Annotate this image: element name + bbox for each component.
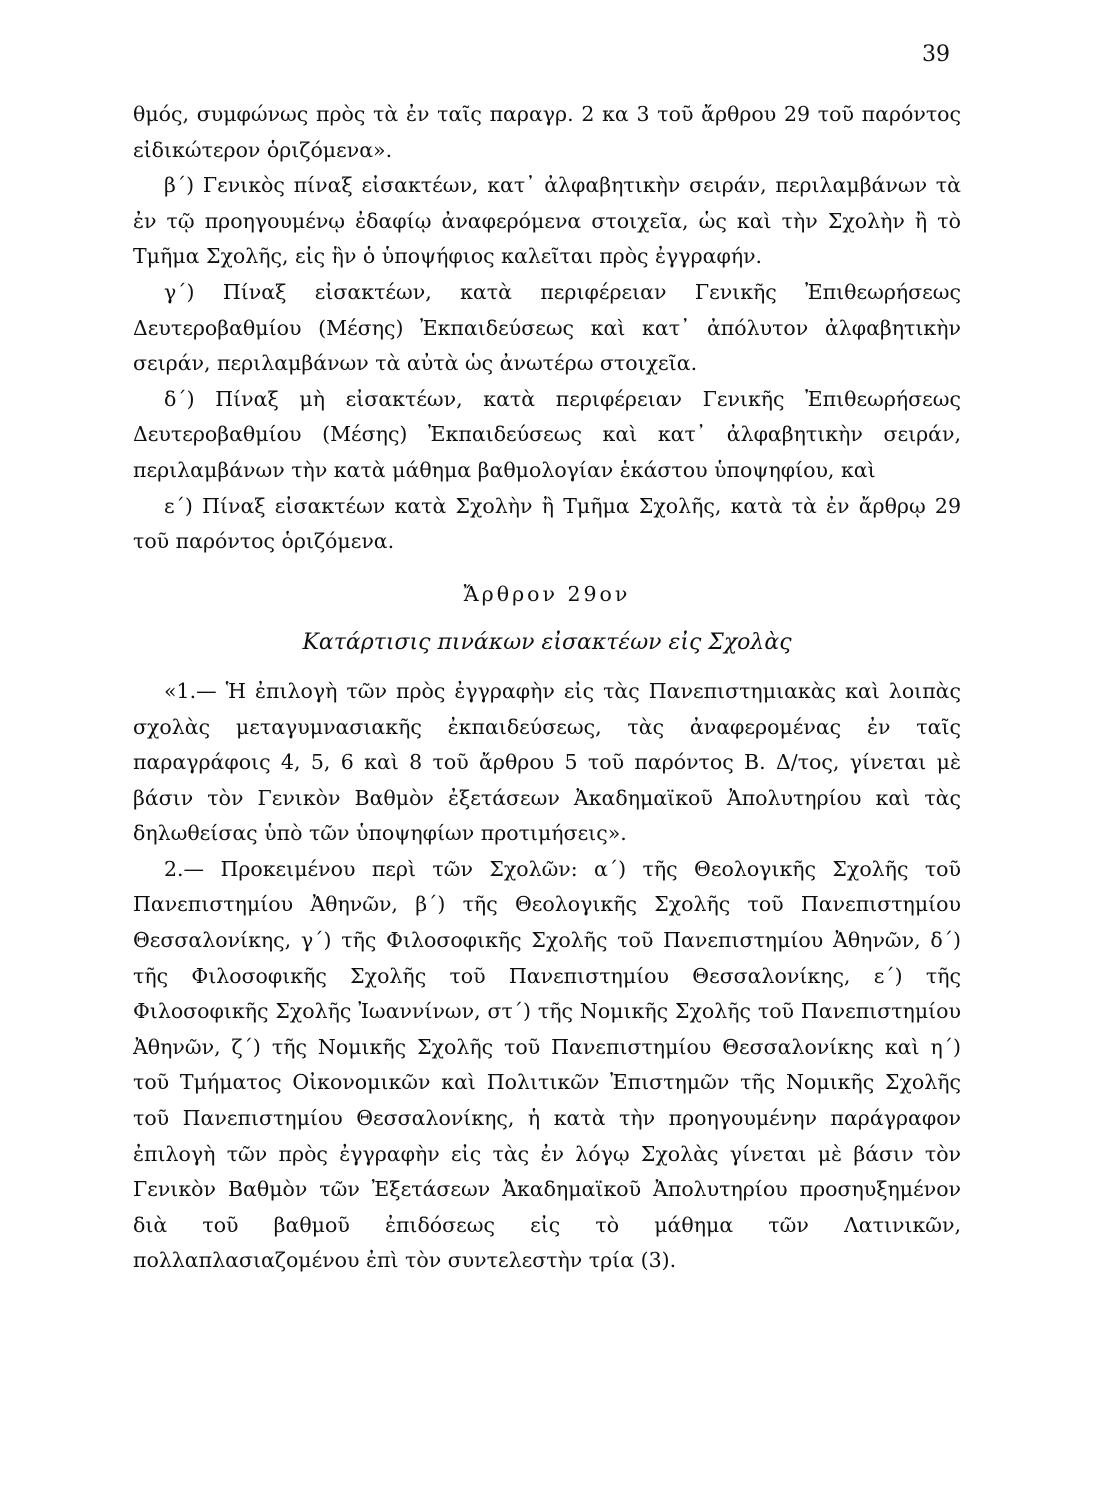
paragraph-continuation: θμός, συμφώνως πρὸς τὰ ἐν ταῖς παραγρ. 2 κα 3 τοῦ ἄρθρου 29 τοῦ παρόντος εἰδικώτερον ὁριζόμενα». [133, 102, 961, 162]
article-paragraph-1: «1.— Ἡ ἐπιλογὴ τῶν πρὸς ἐγγραφὴν εἰς τὰς Πανεπιστημιακὰς καὶ λοιπὰς σχολὰς μεταγυμνασιακῆς ἐκπαιδεύσεως, τὰς ἀναφερομένας ἐν ταῖς παραγράφοις 4, 5, 6 καὶ 8 τοῦ ἄρθρου 5 τοῦ παρόντος Β. Δ/τος, γίνεται μὲ βάσιν τὸν Γενικὸν Βαθμὸν ἐξετάσεων Ἀκαδημαϊκοῦ Ἀπολυτηρίου καὶ τὰς δηλωθείσας ὑπὸ τῶν ὑποψηφίων προτιμήσεις». [133, 678, 961, 846]
paragraph-item-b: β΄) Γενικὸς πίναξ εἰσακτέων, κατ᾽ ἀλφαβητικὴν σειράν, περιλαμβάνων τὰ ἐν τῷ προηγουμένῳ ἐδαφίῳ ἀναφερόμενα στοιχεῖα, ὡς καὶ τὴν Σχολὴν ἢ τὸ Τμῆμα Σχολῆς, εἰς ἣν ὁ ὑποψήφιος καλεῖται πρὸς ἐγγραφήν. [133, 173, 961, 269]
paragraph-item-d: δ΄) Πίναξ μὴ εἰσακτέων, κατὰ περιφέρειαν Γενικῆς Ἐπιθεωρήσεως Δευτεροβαθμίου (Μέσης) Ἐκπαιδεύσεως καὶ κατ᾽ ἀλφαβητικὴν σειράν, περιλαμβάνων τὴν κατὰ μάθημα βαθμολογίαν ἑκάστου ὑποψηφίου, καὶ [133, 386, 961, 482]
page-number: 39 [922, 42, 950, 67]
article-heading: Ἄρθρον 29ον [463, 581, 631, 606]
article-paragraph-2: 2.— Προκειμένου περὶ τῶν Σχολῶν: α΄) τῆς Θεολογικῆς Σχολῆς τοῦ Πανεπιστημίου Ἀθηνῶν, β΄) τῆς Θεολογικῆς Σχολῆς τοῦ Πανεπιστημίου Θεσσαλονίκης, γ΄) τῆς Φιλοσοφικῆς Σχολῆς τοῦ Πανεπιστημίου Ἀθηνῶν, δ΄) τῆς Φιλοσοφικῆς Σχολῆς τοῦ Πανεπιστημίου Θεσσαλονίκης, ε΄) τῆς Φιλοσοφικῆς Σχολῆς Ἰωαννίνων, στ΄) τῆς Νομικῆς Σχολῆς τοῦ Πανεπιστημίου Ἀθηνῶν, ζ΄) τῆς Νομικῆς Σχολῆς τοῦ Πανεπιστημίου Θεσσαλονίκης καὶ η΄) τοῦ Τμήματος Οἰκονομικῶν καὶ Πολιτικῶν Ἐπιστημῶν τῆς Νομικῆς Σχολῆς τοῦ Πανεπιστημίου Θεσσαλονίκης, ἡ κατὰ τὴν προηγουμένην παράγραφον ἐπιλογὴ τῶν πρὸς ἐγγραφὴν εἰς τὰς ἐν λόγῳ Σχολὰς γίνεται μὲ βάσιν τὸν Γενικὸν Βαθμὸν τῶν Ἐξετάσεων Ἀκαδημαϊκοῦ Ἀπολυτηρίου προσηυξημένον διὰ τοῦ βαθμοῦ ἐπιδόσεως εἰς τὸ μάθημα τῶν Λατινικῶν, πολλαπλασιαζομένου ἐπὶ τὸν συντελεστὴν τρία (3). [133, 856, 961, 1273]
article-title: Κατάρτισις πινάκων εἰσακτέων εἰς Σχολὰς [302, 630, 792, 656]
body-text [133, 97, 961, 1279]
paragraph-item-c: γ΄) Πίναξ εἰσακτέων, κατὰ περιφέρειαν Γενικῆς Ἐπιθεωρήσεως Δευτεροβαθμίου (Μέσης) Ἐκπαιδεύσεως καὶ κατ᾽ ἀπόλυτον ἀλφαβητικὴν σειράν, περιλαμβάνων τὰ αὐτὰ ὡς ἀνωτέρω στοιχεῖα. [133, 279, 961, 376]
paragraph-item-e: ε΄) Πίναξ εἰσακτέων κατὰ Σχολὴν ἢ Τμῆμα Σχολῆς, κατὰ τὰ ἐν ἄρθρῳ 29 τοῦ παρόντος ὁριζόμενα. [133, 493, 961, 554]
